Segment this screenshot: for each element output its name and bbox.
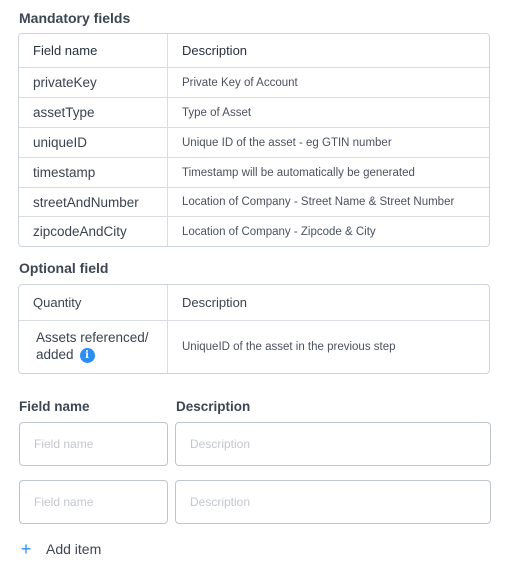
add-item-button[interactable] <box>18 540 101 558</box>
table-row <box>19 97 489 127</box>
table-row <box>19 67 489 97</box>
field-name-cell: privateKey <box>19 68 168 97</box>
field-name-cell: assetType <box>19 98 168 127</box>
optional-fields-table <box>18 284 490 374</box>
description-label: Description <box>176 399 251 414</box>
description-cell: Unique ID of the asset - eg GTIN number <box>182 136 392 149</box>
add-item-label: Add item <box>46 541 102 557</box>
description-cell: UniqueID of the asset in the previous step <box>182 341 396 353</box>
description-cell: Type of Asset <box>182 106 252 119</box>
mandatory-fields-title: Mandatory fields <box>19 10 131 26</box>
field-name-cell <box>19 321 168 373</box>
table-header-row <box>19 34 489 67</box>
description-cell: Location of Company - Zipcode & City <box>182 225 376 238</box>
description-cell: Location of Company - Street Name & Street Number <box>182 196 455 208</box>
field-name-input[interactable] <box>19 480 168 524</box>
column-header-quantity: Quantity <box>19 285 168 320</box>
field-name-label: Field name <box>19 399 90 414</box>
column-header-description: Description <box>182 295 248 310</box>
table-row <box>19 320 489 373</box>
field-name-cell: streetAndNumber <box>19 188 168 216</box>
table-row <box>19 216 489 246</box>
table-header-row <box>19 285 489 320</box>
mandatory-fields-table <box>18 33 490 247</box>
description-input[interactable] <box>175 422 491 466</box>
field-name-cell: uniqueID <box>19 128 168 157</box>
field-name-input[interactable] <box>19 422 168 466</box>
plus-icon: + <box>20 539 32 559</box>
field-name-cell: timestamp <box>19 158 168 187</box>
field-name-line-2: added <box>36 347 74 362</box>
description-cell: Timestamp will be automatically be generated <box>182 166 415 179</box>
field-name-line-1: Assets referenced/ <box>36 330 149 345</box>
optional-field-title: Optional field <box>19 260 109 276</box>
field-name-cell: zipcodeAndCity <box>19 217 168 246</box>
info-icon[interactable]: i <box>80 348 95 363</box>
description-cell: Private Key of Account <box>182 76 298 89</box>
table-row <box>19 127 489 157</box>
column-header-field-name: Field name <box>19 34 168 67</box>
table-row <box>19 187 489 216</box>
description-input[interactable] <box>175 480 491 524</box>
field-name-line-2-wrap <box>36 346 167 363</box>
column-header-description: Description <box>182 43 248 58</box>
table-row <box>19 157 489 187</box>
